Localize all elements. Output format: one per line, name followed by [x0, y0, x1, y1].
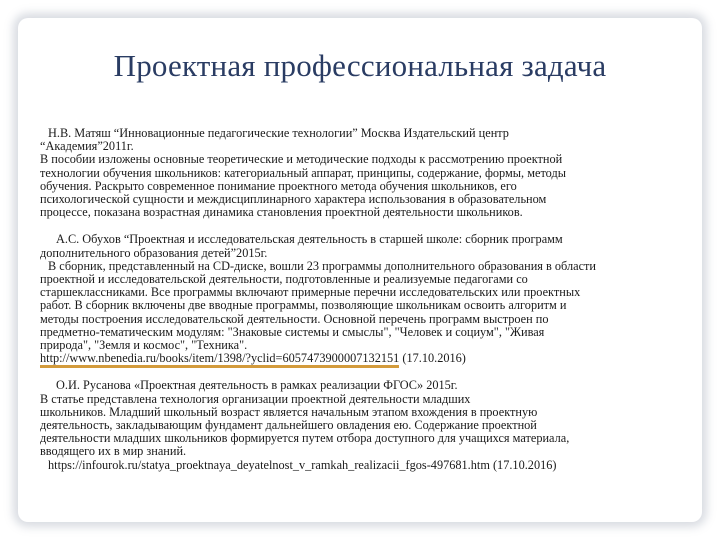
ref2-body-line: природа", "Земля и космос", "Техника".: [40, 338, 248, 353]
ref1-body-line: процессе, показана возрастная динамика становления проектной деятельности школьников.: [40, 205, 523, 220]
ref3-line1: О.И. Русанова «Проектная деятельность в рамках реализации ФГОС» 2015г.: [56, 378, 458, 393]
ref3-body-line: вводящего их в мир знаний.: [40, 444, 187, 459]
ref2-body-line: старшеклассниками. Все программы включают примерные перечни исследовательских или проектных: [40, 285, 581, 300]
ref1-body-line: технологии обучения школьников: категориальный аппарат, принципы, содержание, формы, методы: [40, 165, 566, 180]
ref2-link-date: (17.10.2016): [399, 351, 466, 366]
ref2-body-line: предметно-тематическим модулям: "Знаковые системы и смыслы", "Человек и социум", "Живая: [40, 324, 545, 339]
ref3-body-line: В статье представлена технология организации проектной деятельности младших: [40, 391, 471, 406]
ref2-body-line: методы построения исследовательской деятельности. Основной перечень программ выстроен по: [40, 311, 549, 326]
ref1-body-line: психологической сущности и междисциплинарного характера использования в образовательном: [40, 192, 547, 207]
ref2-body-line: работ. В сборник включены две вводные программы, позволяющие школьникам освоить алгоритм и: [40, 298, 567, 313]
ref2-link-row: [40, 352, 680, 365]
ref1-line2: “Академия”2011г.: [40, 139, 134, 154]
ref3-body-line: школьников. Младший школьный возраст является начальным этапом вхождения в проектную: [40, 404, 538, 419]
ref2-body-line: В сборник, представленный на CD-диске, вошли 23 программы дополнительного образования в области: [48, 258, 597, 273]
ref2-line1: А.С. Обухов “Проектная и исследовательская деятельность в старшей школе: сборник программ: [56, 232, 563, 247]
ref3-url-line[interactable]: https://infourok.ru/statya_proektnaya_deyatelnost_v_ramkah_realizacii_fgos-497681.htm (17.10.2016): [48, 457, 557, 472]
ref1-body-line: обучения. Раскрыто современное понимание проектного метода обучения школьников, его: [40, 178, 517, 193]
ref3-body-line: деятельности младших школьников формируется путем отбора доступного для учащихся материала,: [40, 431, 570, 446]
ref2-line2: дополнительного образования детей”2015г.: [40, 245, 268, 260]
slide-content: [40, 127, 680, 472]
slide-title: Проектная профессиональная задача: [113, 48, 607, 83]
ref3-body-line: деятельность, закладывающим фундамент дальнейшего овладения ею. Содержание проектной: [40, 418, 537, 433]
ref2-url-link[interactable]: http://www.nbenedia.ru/books/item/1398/?yclid=6057473900007132151: [40, 351, 399, 368]
ref1-line1: Н.В. Матяш “Инновационные педагогические технологии” Москва Издательский центр: [48, 126, 509, 140]
ref1-body-line: В пособии изложены основные теоретические и методические подходы к рассмотрению проектной: [40, 152, 563, 167]
ref2-body-line: проектной и исследовательской деятельности, подготовленные и реализуемые педагогами со: [40, 272, 528, 287]
